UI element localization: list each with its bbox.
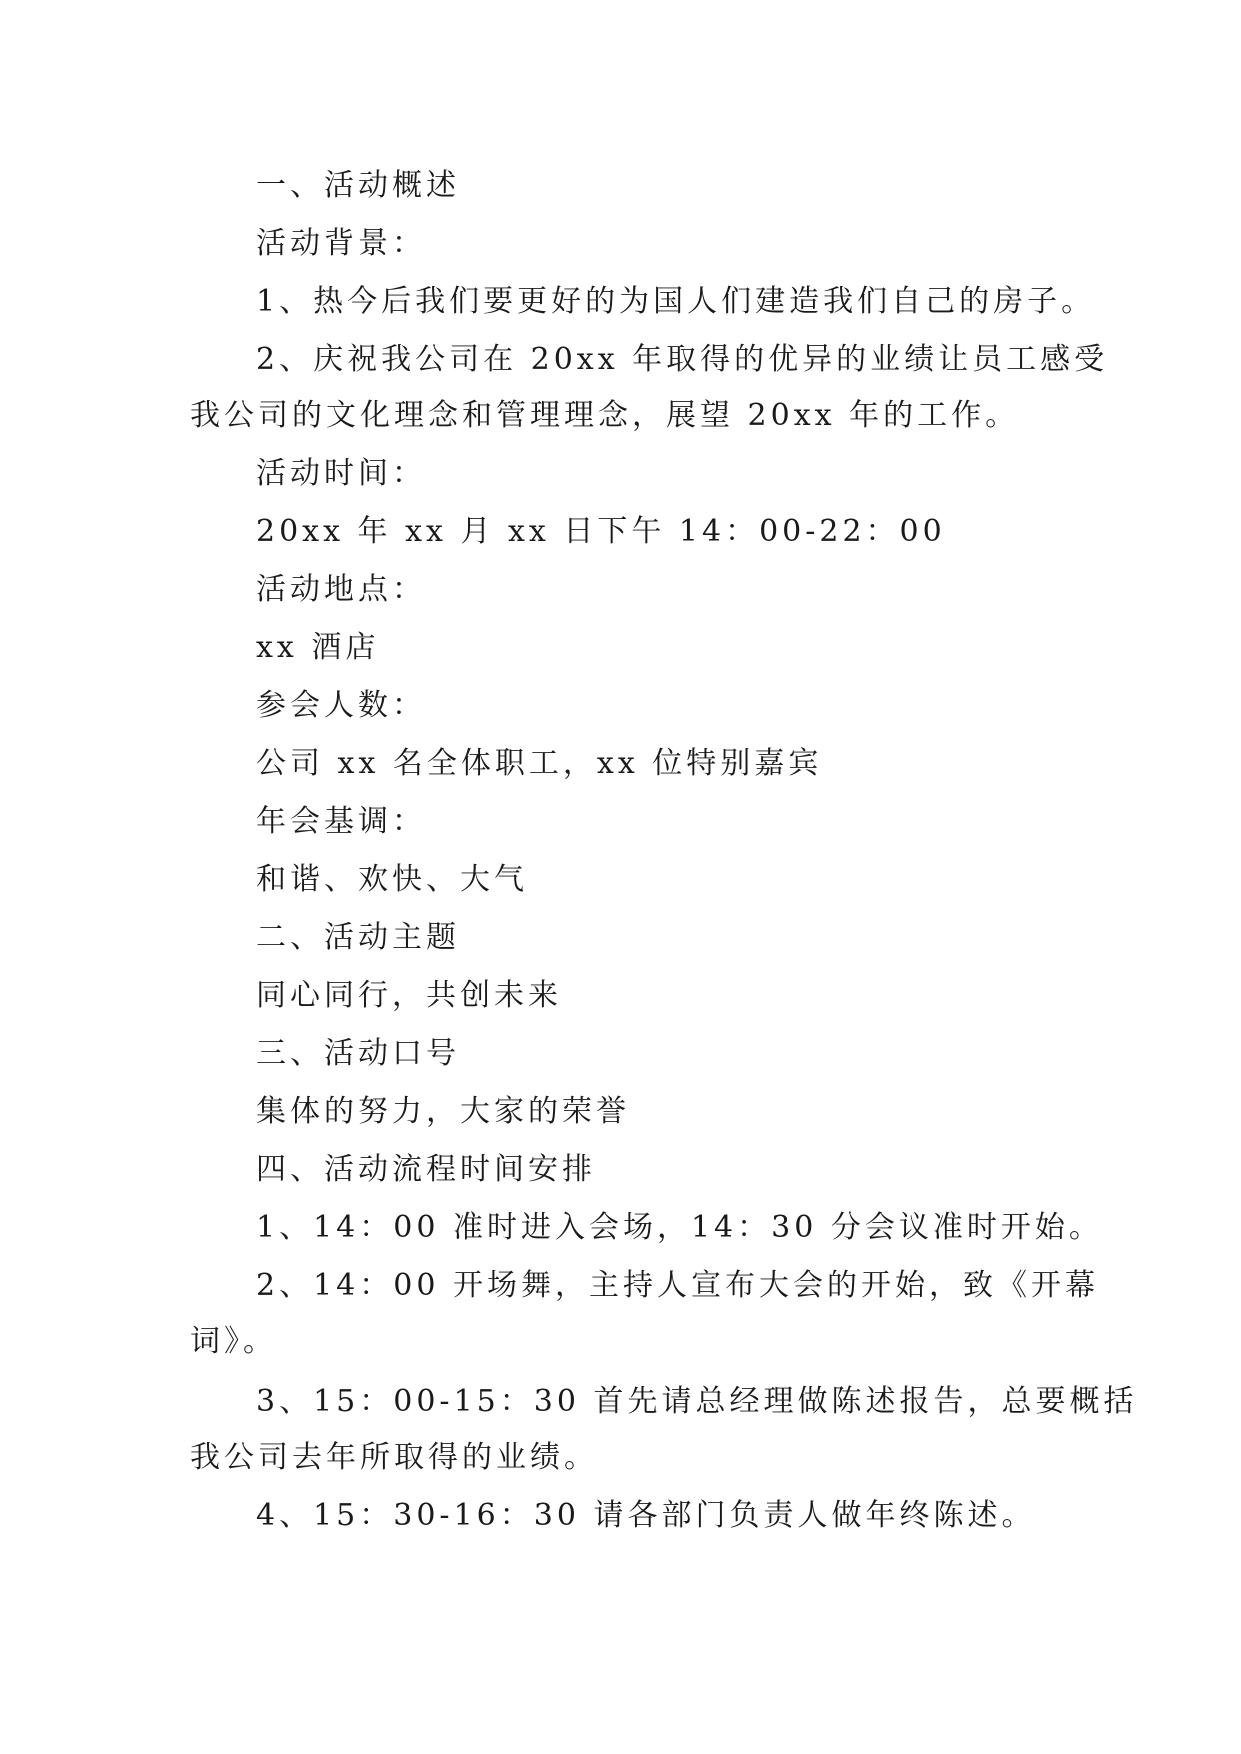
section-heading-slogan: 三、活动口号: [256, 1036, 460, 1071]
value-time: 20xx 年 xx 月 xx 日下午 14：00-22：00: [256, 514, 946, 549]
schedule-item-1: 1、14：00 准时进入会场，14：30 分会议准时开始。: [256, 1210, 1103, 1245]
value-tone: 和谐、欢快、大气: [256, 862, 528, 897]
schedule-item-3: 3、15：00-15：30 首先请总经理做陈述报告，总要概括: [256, 1384, 1138, 1419]
schedule-item-2: 2、14：00 开场舞，主持人宣布大会的开始，致《开幕: [256, 1268, 1099, 1303]
value-attendees: 公司 xx 名全体职工，xx 位特别嘉宾: [256, 746, 823, 781]
section-heading-overview: 一、活动概述: [256, 168, 460, 203]
paragraph-background-2: 2、庆祝我公司在 20xx 年取得的优异的业绩让员工感受: [256, 342, 1109, 377]
section-heading-schedule: 四、活动流程时间安排: [256, 1152, 596, 1187]
label-location: 活动地点：: [256, 572, 426, 607]
schedule-item-3-cont: 我公司去年所取得的业绩。: [190, 1440, 598, 1475]
label-time: 活动时间：: [256, 456, 426, 491]
schedule-item-2-cont: 词》。: [190, 1324, 277, 1359]
schedule-item-4: 4、15：30-16：30 请各部门负责人做年终陈述。: [256, 1498, 1036, 1533]
paragraph-background-2-cont: 我公司的文化理念和管理理念，展望 20xx 年的工作。: [190, 398, 1020, 433]
label-attendees: 参会人数：: [256, 688, 426, 723]
value-theme: 同心同行，共创未来: [256, 978, 562, 1013]
paragraph-background-1: 1、热今后我们要更好的为国人们建造我们自己的房子。: [256, 284, 1096, 319]
value-slogan: 集体的努力，大家的荣誉: [256, 1094, 630, 1129]
section-heading-theme: 二、活动主题: [256, 920, 460, 955]
label-tone: 年会基调：: [256, 804, 426, 839]
value-location: xx 酒店: [256, 630, 380, 665]
label-background: 活动背景：: [256, 226, 426, 261]
